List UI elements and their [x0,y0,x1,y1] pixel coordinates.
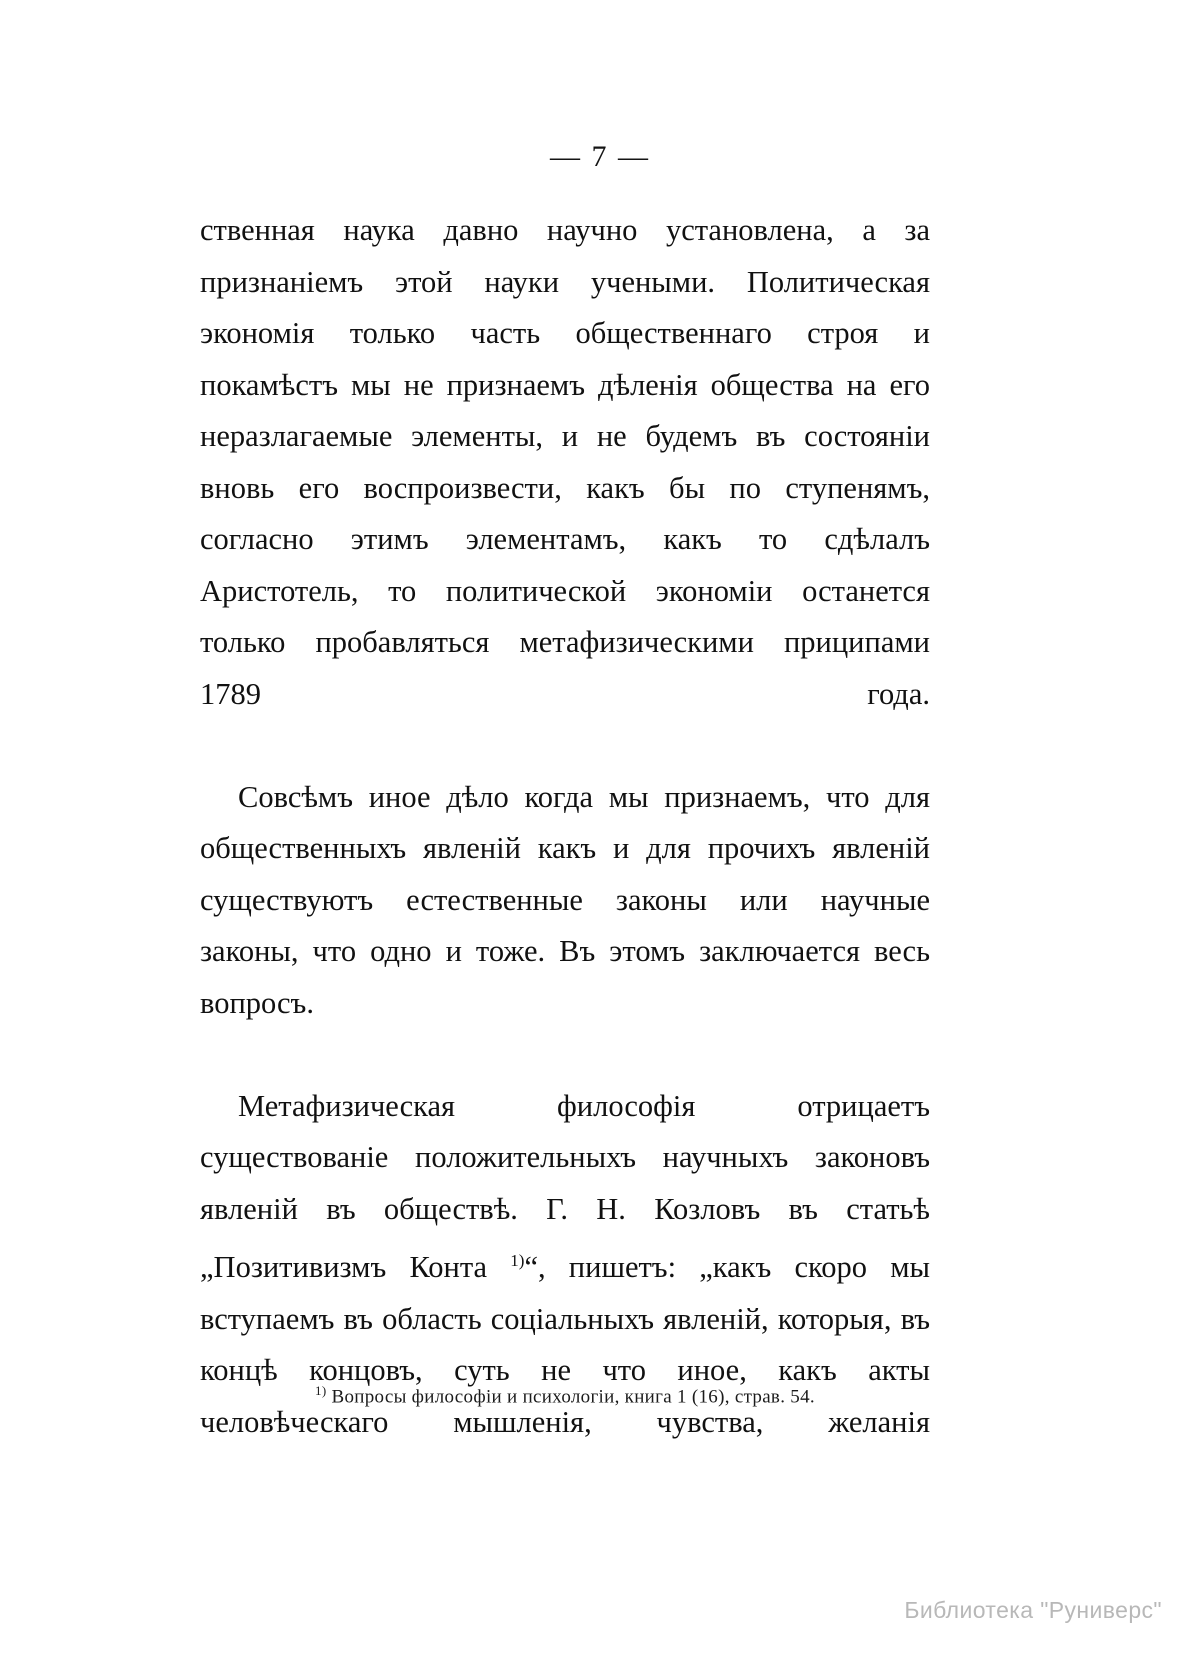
footnote-text: Вопросы философіи и психологіи, книга 1 (16), страв. 54. [331,1386,815,1408]
paragraph-3 [200,1081,930,1500]
body-text [200,205,930,1500]
footnote [200,1378,930,1410]
page-number: — 7 — [550,140,650,173]
paragraph-1: ственная наука давно научно установлена, а за признаніемъ этой науки учеными. Политическая экономія только часть общественнаго строя и покамѣстъ мы не признаемъ дѣленія общества на его неразлагаемые элементы, и не будемъ въ состояніи вновь его воспроизвести, какъ бы по ступенямъ, согласно этимъ элементамъ, какъ то сдѣлалъ Аристотель, то политической экономіи останется только пробавляться метафизическими приципами 1789 года. [200,213,930,711]
paragraph-3-head: Метафизическая философія отрицаетъ существованіе положительныхъ научныхъ законовъ явленій въ обществѣ. Г. Н. Козловъ въ статьѣ „Позитивизмъ Конта [200,1088,930,1285]
paragraph-2: Совсѣмъ иное дѣло когда мы признаемъ, что для общественныхъ явленій какъ и для прочихъ явленій существуютъ естественные законы или научные законы, что одно и тоже. Въ этомъ заключается весь вопросъ. [200,779,930,1020]
footnote-marker: 1) [315,1383,327,1398]
footnote-reference-icon[interactable]: 1) [510,1251,525,1270]
paragraph-3-tail: “, пишетъ: „какъ скоро мы вступаемъ въ область соціальныхъ явленій, которыя, въ концѣ концовъ, суть не что иное, какъ акты человѣческаго мышленія, чувства, желанія [200,1250,930,1439]
library-watermark: Библиотека "Рунивеpc" [904,1597,1162,1623]
